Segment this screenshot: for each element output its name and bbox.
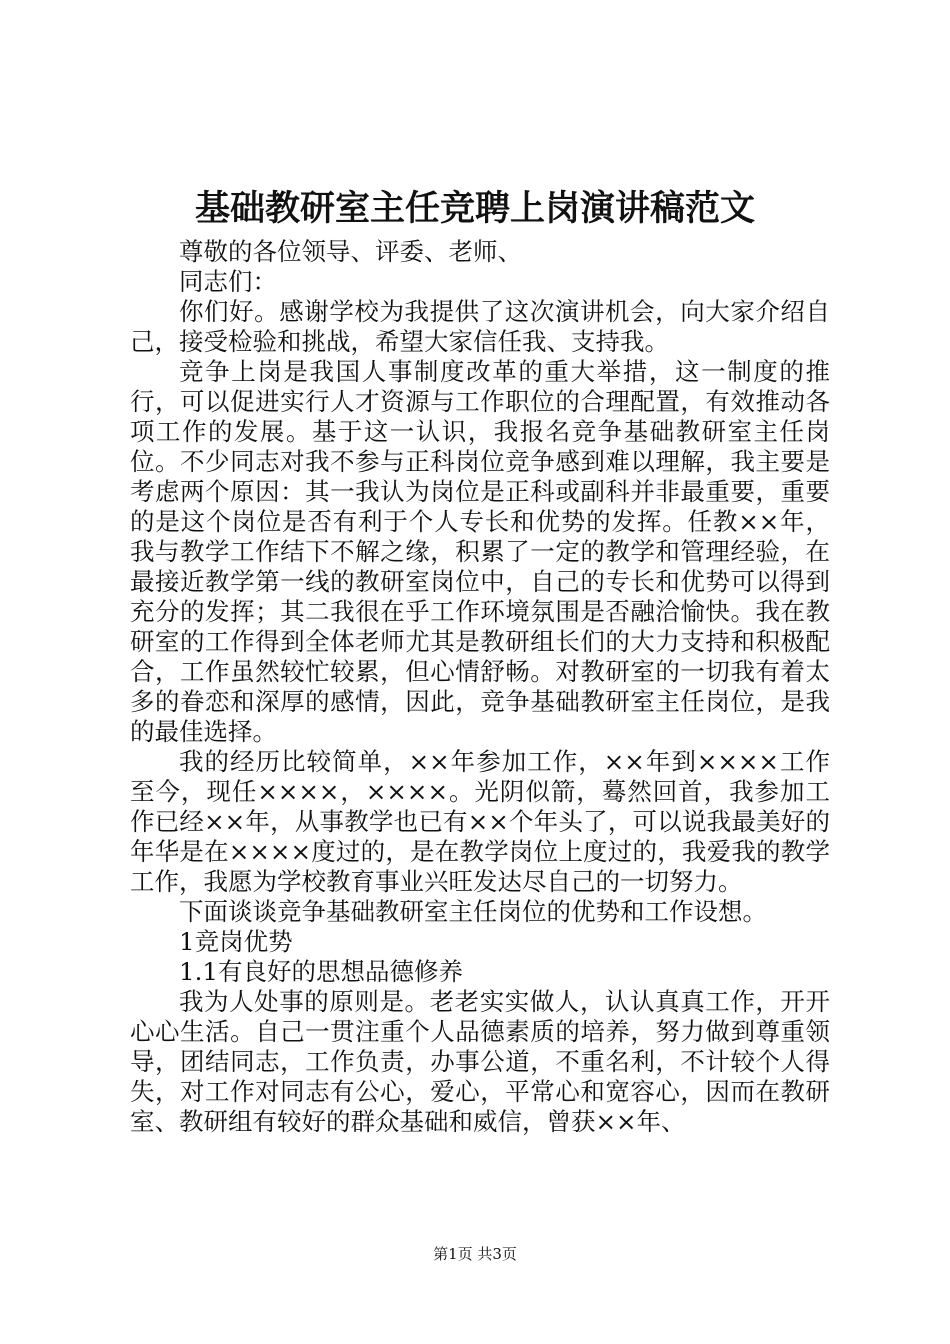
salutation-line-1: 尊敬的各位领导、评委、老师、 [179,237,522,266]
document-body [130,237,830,1137]
section-heading: 1竞岗优势 [179,927,293,956]
paragraph-transition: 下面谈谈竞争基础教研室主任岗位的优势和工作设想。 [179,897,767,926]
salutation-line-2: 同志们： [179,267,277,296]
paragraph-reasons: 竞争上岗是我国人事制度改革的重大举措，这一制度的推行，可以促进实行人才资源与工作职位的合理配置，有效推动各项工作的发展。基于这一认识，我报名竞争基础教研室主任岗位。不少同志对我不参与正科岗位竞争感到难以理解，我主要是考虑两个原因：其一我认为岗位是正科或副科并非最重要，重要的是这个岗位是否有利于个人专长和优势的发挥。任教××年，我与教学工作结下不解之缘，积累了一定的教学和管理经验，在最接近教学第一线的教研室岗位中，自己的专长和优势可以得到充分的发挥；其二我很在乎工作环境氛围是否融洽愉快。我在教研室的工作得到全体老师尤其是教研组长们的大力支持和积极配合，工作虽然较忙较累，但心情舒畅。对教研室的一切我有着太多的眷恋和深厚的感情，因此，竞争基础教研室主任岗位，是我的最佳选择。 [130,357,830,746]
paragraph-greeting: 你们好。感谢学校为我提供了这次演讲机会，向大家介绍自己，接受检验和挑战，希望大家信任我、支持我。 [130,297,830,356]
paragraph-experience: 我的经历比较简单，××年参加工作，××年到××××工作至今，现任××××，××××。光阴似箭，蓦然回首，我参加工作已经××年，从事教学也已有××个年头了，可以说我最美好的年华是在××××度过的，是在教学岗位上度过的，我爱我的教学工作，我愿为学校教育事业兴旺发达尽自己的一切努力。 [130,747,830,896]
subsection-heading: 1.1有良好的思想品德修养 [179,957,463,986]
document-title: 基础教研室主任竞聘上岗演讲稿范文 [194,188,755,229]
paragraph-character: 我为人处事的原则是。老老实实做人，认认真真工作，开开心心生活。自己一贯注重个人品德素质的培养，努力做到尊重领导，团结同志，工作负责，办事公道，不重名利，不计较个人得失，对工作对同志有公心，爱心，平常心和宽容心，因而在教研室、教研组有较好的群众基础和威信，曾获××年、 [130,987,830,1136]
page-number-footer: 第1页 共3页 [433,1245,517,1263]
